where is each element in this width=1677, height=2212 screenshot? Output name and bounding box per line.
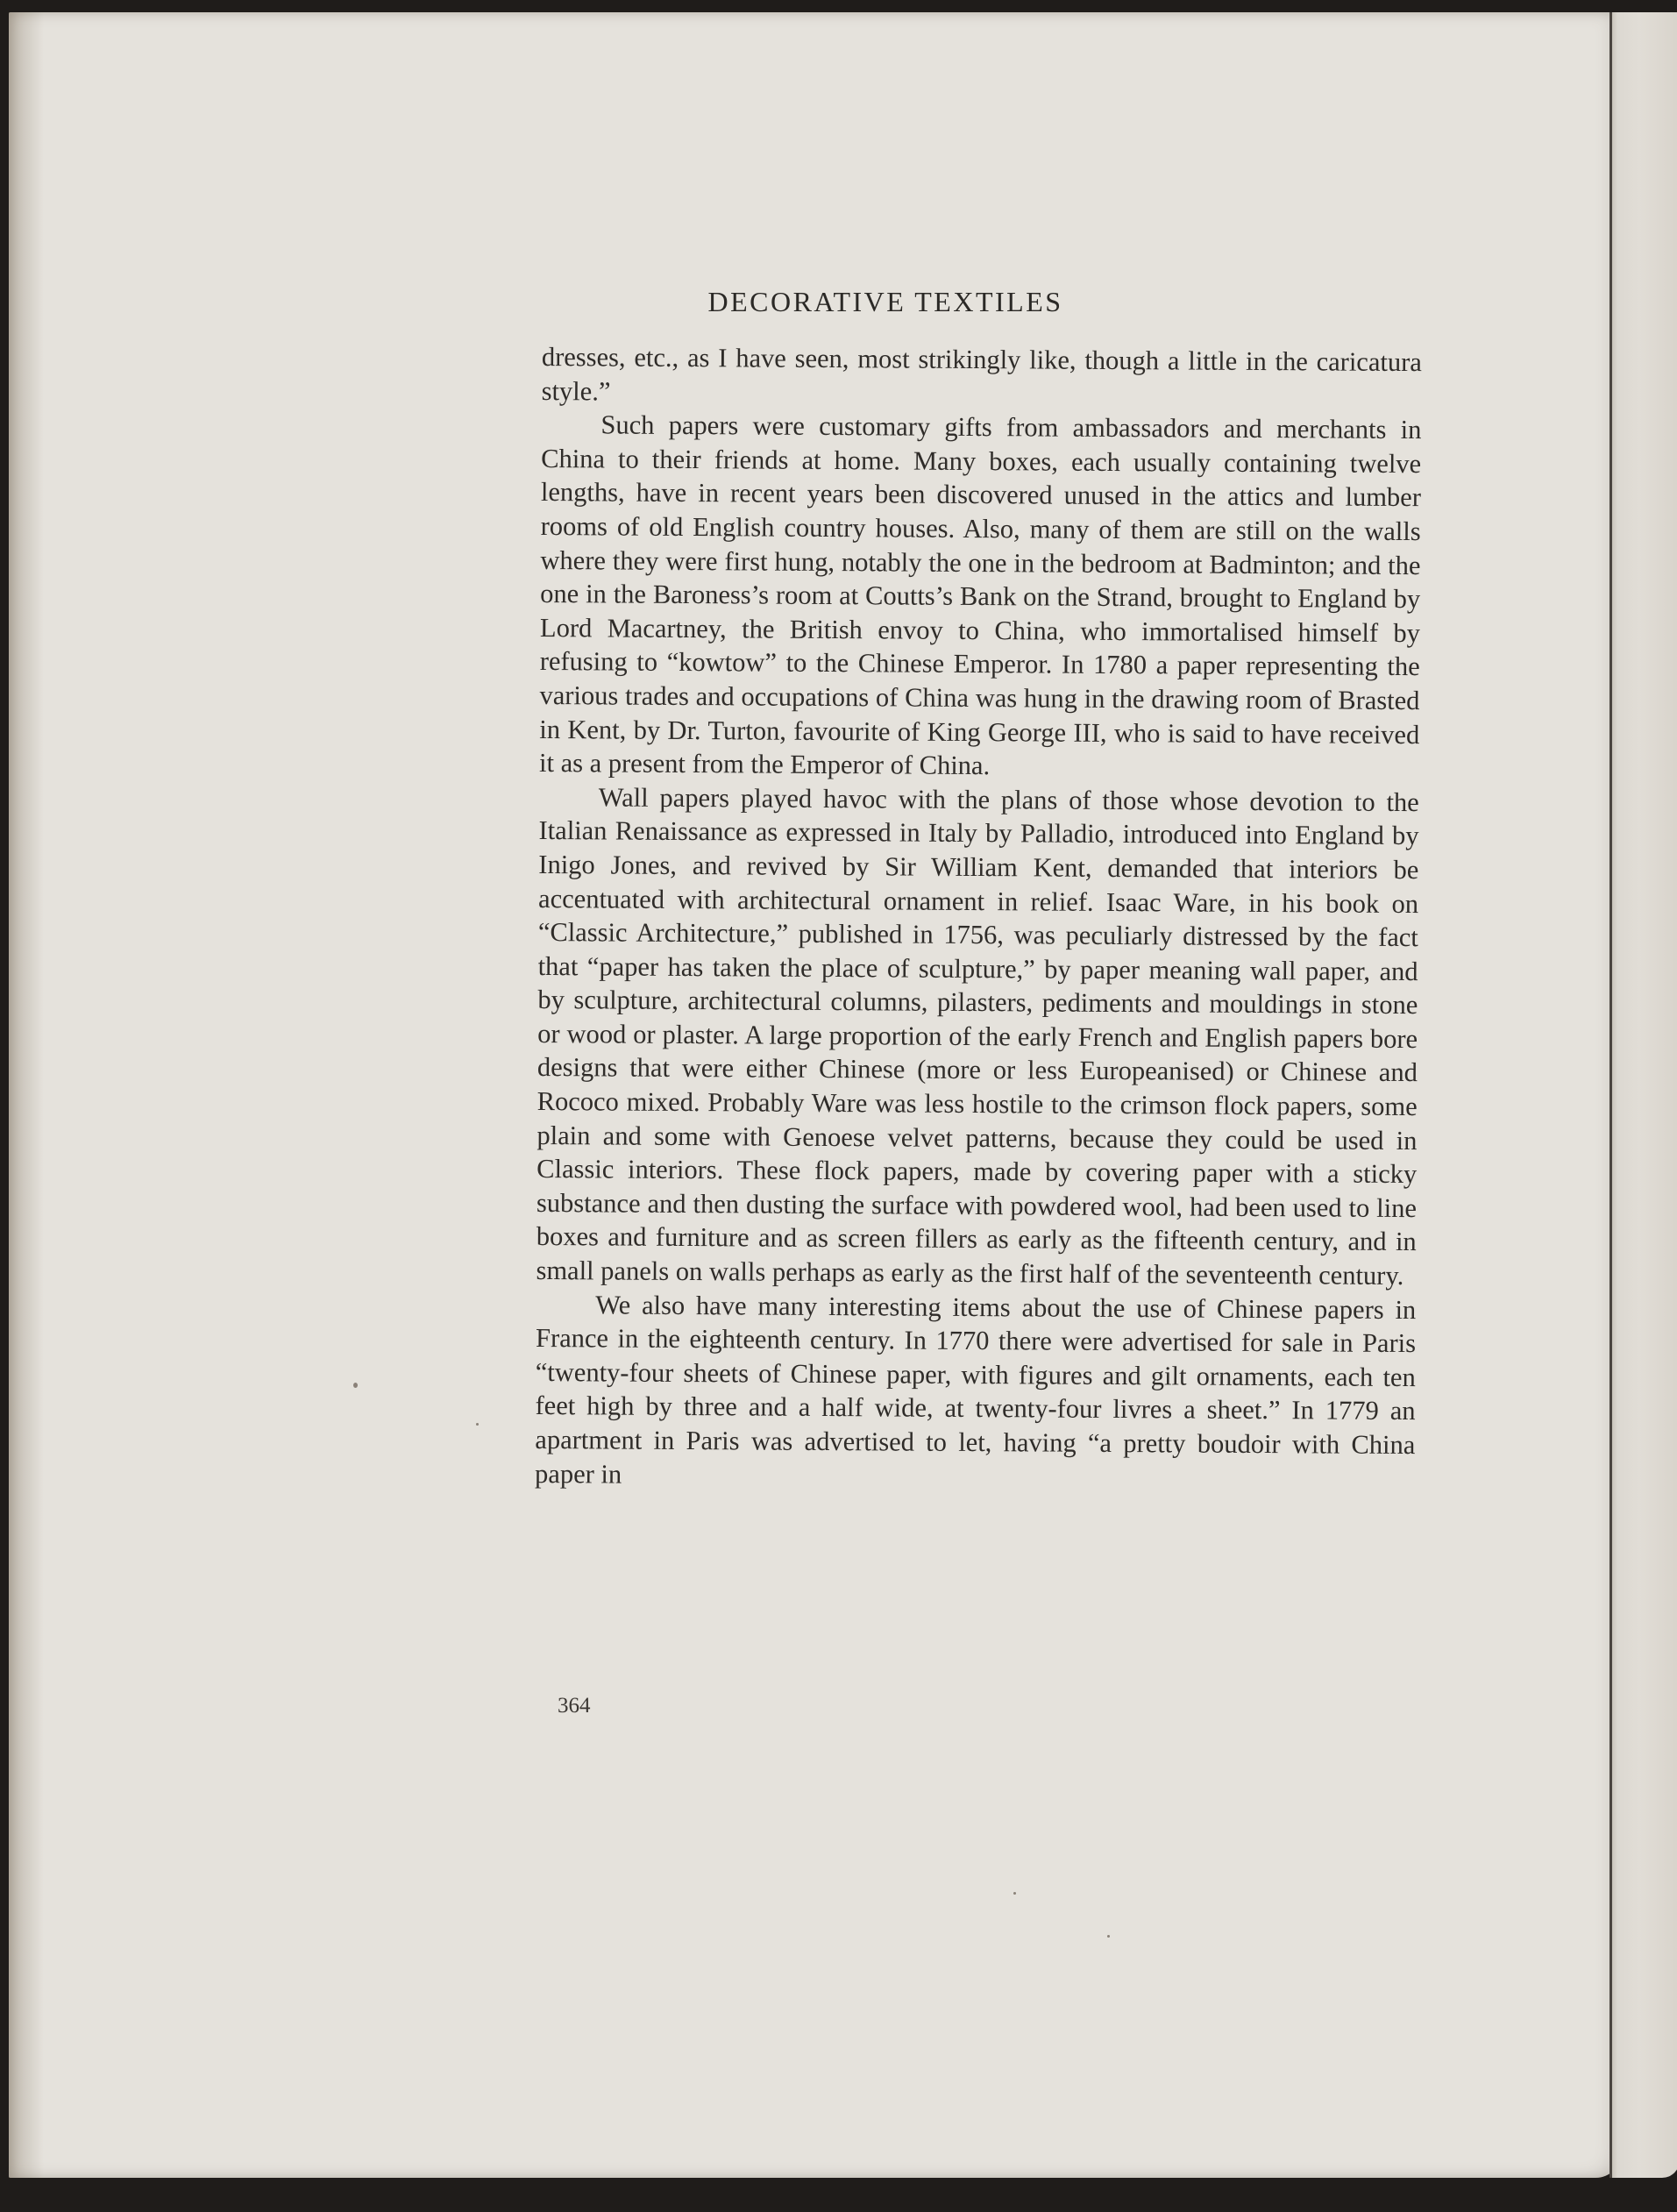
paragraph: We also have many interesting items about the use of Chinese papers in France in the eighteenth century. In 1770 there were advertised for sale in Paris “twenty-four sheets of Chinese paper, with figures and gilt ornaments, each ten feet high by three and a half wide, at twenty-four livres a sheet.” In 1779 an apartment in Paris was advertised to let, having “a pretty boudoir with China paper in <box>535 1290 1417 1490</box>
paragraph: Wall papers played havoc with the plans of those whose devotion to the Italian Renaissance as expressed in Italy by Palladio, introduced into England by Inigo Jones, and revived by Sir William Kent, demanded that interiors be accentuated with architectural ornament in relief. Isaac Ware, in his book on “Classic Architecture,” published in 1756, was peculiarly distressed by the fact that “paper has taken the place of sculpture,” by paper meaning wall paper, and by sculpture, architectural columns, pilasters, pediments and mouldings in stone or wood or plaster. A large proportion of the early French and English papers bore designs that were either Chinese (more or less Europeanised) or Chinese and Rococo mixed. Probably Ware was less hostile to the crimson flock papers, some plain and some with Genoese velvet patterns, because they could be used in Classic interiors. These flock papers, made by covering paper with a sticky substance and then dusting the surface with powdered wool, had been used to line boxes and furniture and as screen fillers as early as the fifteenth century, and in small panels on walls perhaps as early as the first half of the seventeenth century. <box>536 782 1419 1291</box>
paragraph-continued: dresses, etc., as I have seen, most strikingly like, though a little in the caricatura style.” <box>541 341 1422 407</box>
paper-speck <box>353 1383 358 1388</box>
page-gutter-shadow <box>9 12 44 2178</box>
running-head: DECORATIVE TEXTILES <box>707 286 1063 317</box>
body-text <box>535 340 1422 1496</box>
paper-speck <box>476 1423 479 1426</box>
paragraph: Such papers were customary gifts from ambassadors and merchants in China to their friends at home. Many boxes, each usually containing twelve lengths, have in recent years been discovered unused in the attics and lumber rooms of old English country houses. Also, many of them are still on the walls where they were first hung, notably the one in the bedroom at Badminton; and the one in the Baroness’s room at Coutts’s Bank on the Strand, brought to England by Lord Macartney, the British envoy to China, who immortalised himself by refusing to “kowtow” to the Chinese Emperor. In 1780 a paper representing the various trades and occupations of China was hung in the drawing room of Brasted in Kent, by Dr. Turton, favourite of King George III, who is said to have received it as a present from the Emperor of China. <box>538 409 1422 781</box>
paper-speck <box>1107 1935 1110 1938</box>
page-number: 364 <box>558 1694 591 1718</box>
next-page-edge <box>1609 12 1677 2178</box>
paper-speck <box>1013 1892 1016 1895</box>
